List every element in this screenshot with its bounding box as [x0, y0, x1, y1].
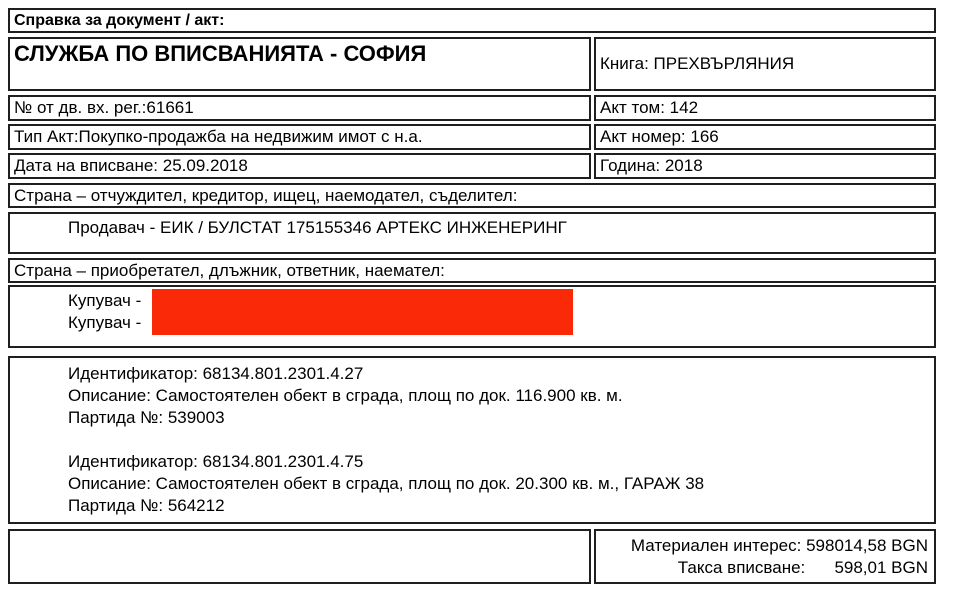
registry-office-name: СЛУЖБА ПО ВПИСВАНИЯТА - СОФИЯ: [8, 37, 591, 91]
seller-section-heading: Страна – отчуждител, кредитор, ищец, наемодател, съделител:: [8, 183, 936, 208]
year-field: Година: 2018: [594, 153, 936, 179]
buyer-line: Купувач -: [68, 313, 142, 332]
material-interest-value: 598014,58 BGN: [806, 536, 928, 555]
act-volume-field: Акт том: 142: [594, 95, 936, 121]
properties-cell: [8, 356, 936, 524]
registration-fee-value: 598,01 BGN: [834, 558, 928, 577]
buyer-line: Купувач -: [68, 291, 142, 310]
book-field: Книга: ПРЕХВЪРЛЯНИЯ: [594, 37, 936, 91]
buyer-section-heading: Страна – приобретател, длъжник, ответник, наемател:: [8, 258, 936, 283]
registration-fee-label: Такса вписване:: [677, 558, 810, 577]
fees-cell: [594, 529, 936, 584]
seller-entry-cell: [8, 212, 936, 254]
empty-footer-cell: [8, 529, 591, 584]
incoming-register-number-field: № от дв. вх. рег.:61661: [8, 95, 591, 121]
description-line: Описание: Самостоятелен обект в сграда, площ по док. 20.300 кв. м., ГАРАЖ 38: [68, 474, 705, 493]
page-title: Справка за документ / акт:: [8, 8, 936, 33]
buyer-entries-cell: [8, 285, 936, 348]
act-number-field: Акт номер: 166: [594, 124, 936, 150]
redaction-overlay: [152, 289, 573, 335]
material-interest-line: [600, 535, 928, 557]
entry-date-field: Дата на вписване: 25.09.2018: [8, 153, 591, 179]
property-block: [68, 363, 930, 429]
material-interest-label: Материален интерес:: [630, 536, 807, 555]
identifier-line: Идентификатор: 68134.801.2301.4.75: [68, 452, 364, 471]
batch-number-line: Партида №: 539003: [68, 408, 225, 427]
identifier-line: Идентификатор: 68134.801.2301.4.27: [68, 364, 364, 383]
property-separator: [68, 429, 930, 451]
registration-fee-line: [600, 557, 928, 579]
property-block: [68, 451, 930, 517]
act-type-field: Тип Акт:Покупко-продажба на недвижим имот с н.а.: [8, 124, 591, 150]
description-line: Описание: Самостоятелен обект в сграда, площ по док. 116.900 кв. м.: [68, 386, 623, 405]
seller-entry: Продавач - ЕИК / БУЛСТАТ 175155346 АРТЕКС ИНЖЕНЕРИНГ: [68, 218, 567, 237]
document-reference-sheet: [8, 8, 936, 584]
batch-number-line: Партида №: 564212: [68, 496, 225, 515]
